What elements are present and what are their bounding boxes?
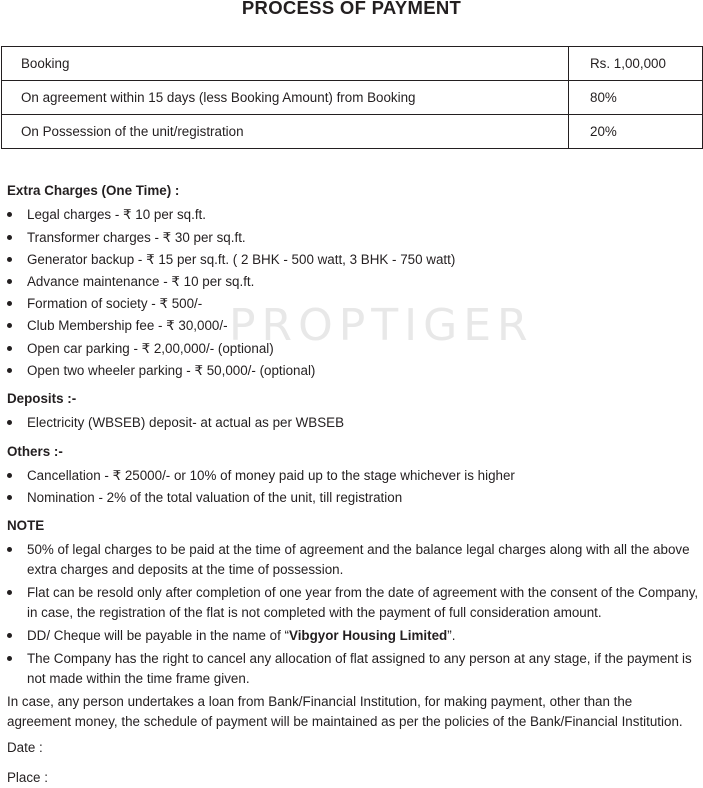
loan-paragraph: In case, any person undertakes a loan from Bank/Financial Institution, for making payment, other than the agreement money, the schedule of payment will be maintained as per the policies of the Bank/Financial Institution. bbox=[7, 694, 683, 729]
watermark: PROPTIGER bbox=[229, 300, 534, 351]
bullet-icon bbox=[7, 473, 12, 478]
date-label: Date : bbox=[7, 740, 43, 755]
list-item: 50% of legal charges to be paid at the time of agreement and the balance legal charges along with all the above extra charges and deposits at the time of possession. bbox=[7, 540, 699, 579]
list-item: Club Membership fee - ₹ 30,000/- bbox=[7, 316, 699, 336]
company-name: Vibgyor Housing Limited bbox=[289, 628, 448, 643]
table-row bbox=[2, 81, 703, 115]
list-item: Formation of society - ₹ 500/- bbox=[7, 294, 699, 314]
amount-cell: 80% bbox=[569, 81, 703, 115]
list-item: Cancellation - ₹ 25000/- or 10% of money paid up to the stage whichever is higher bbox=[7, 466, 699, 486]
cheque-prefix: DD/ Cheque will be payable in the name of “ bbox=[27, 628, 290, 643]
stage-cell: Booking bbox=[2, 47, 569, 81]
list-item: The Company has the right to cancel any allocation of flat assigned to any person at any stage, if the payment is not made within the time frame given. bbox=[7, 649, 699, 688]
bullet-icon bbox=[7, 420, 12, 425]
bullet-icon bbox=[7, 495, 12, 500]
list-item: Nomination - 2% of the total valuation of the unit, till registration bbox=[7, 488, 699, 508]
list-item bbox=[7, 626, 699, 646]
others-heading: Others :- bbox=[7, 444, 63, 459]
list-item: Flat can be resold only after completion of one year from the date of agreement with the consent of the Company, in case, the registration of the flat is not completed with the payment of full consideration amount. bbox=[7, 583, 699, 622]
list-item: Legal charges - ₹ 10 per sq.ft. bbox=[7, 205, 699, 225]
bullet-icon bbox=[7, 368, 12, 373]
extra-charges-heading: Extra Charges (One Time) : bbox=[7, 183, 180, 198]
cheque-suffix: ”. bbox=[447, 628, 456, 643]
list-item: Advance maintenance - ₹ 10 per sq.ft. bbox=[7, 272, 699, 292]
list-item: Transformer charges - ₹ 30 per sq.ft. bbox=[7, 228, 699, 248]
list-item: Open car parking - ₹ 2,00,000/- (optional) bbox=[7, 339, 699, 359]
bullet-icon bbox=[7, 257, 12, 262]
bullet-icon bbox=[7, 547, 12, 552]
bullet-icon bbox=[7, 656, 12, 661]
list-item: Open two wheeler parking - ₹ 50,000/- (optional) bbox=[7, 361, 699, 381]
bullet-icon bbox=[7, 590, 12, 595]
deposits-heading: Deposits :- bbox=[7, 391, 77, 406]
amount-cell: 20% bbox=[569, 115, 703, 149]
table-row bbox=[2, 115, 703, 149]
list-item: Generator backup - ₹ 15 per sq.ft. ( 2 BHK - 500 watt, 3 BHK - 750 watt) bbox=[7, 250, 699, 270]
place-label: Place : bbox=[7, 770, 48, 785]
stage-cell: On agreement within 15 days (less Booking Amount) from Booking bbox=[2, 81, 569, 115]
bullet-icon bbox=[7, 346, 12, 351]
note-heading: NOTE bbox=[7, 518, 45, 533]
table-row bbox=[2, 47, 703, 81]
bullet-icon bbox=[7, 323, 12, 328]
payment-schedule-table bbox=[1, 46, 703, 149]
stage-cell: On Possession of the unit/registration bbox=[2, 115, 569, 149]
list-item: Electricity (WBSEB) deposit- at actual as per WBSEB bbox=[7, 413, 699, 433]
bullet-icon bbox=[7, 212, 12, 217]
bullet-icon bbox=[7, 279, 12, 284]
bullet-icon bbox=[7, 301, 12, 306]
page-title: PROCESS OF PAYMENT bbox=[241, 0, 462, 18]
bullet-icon bbox=[7, 633, 12, 638]
amount-cell: Rs. 1,00,000 bbox=[569, 47, 703, 81]
bullet-icon bbox=[7, 235, 12, 240]
